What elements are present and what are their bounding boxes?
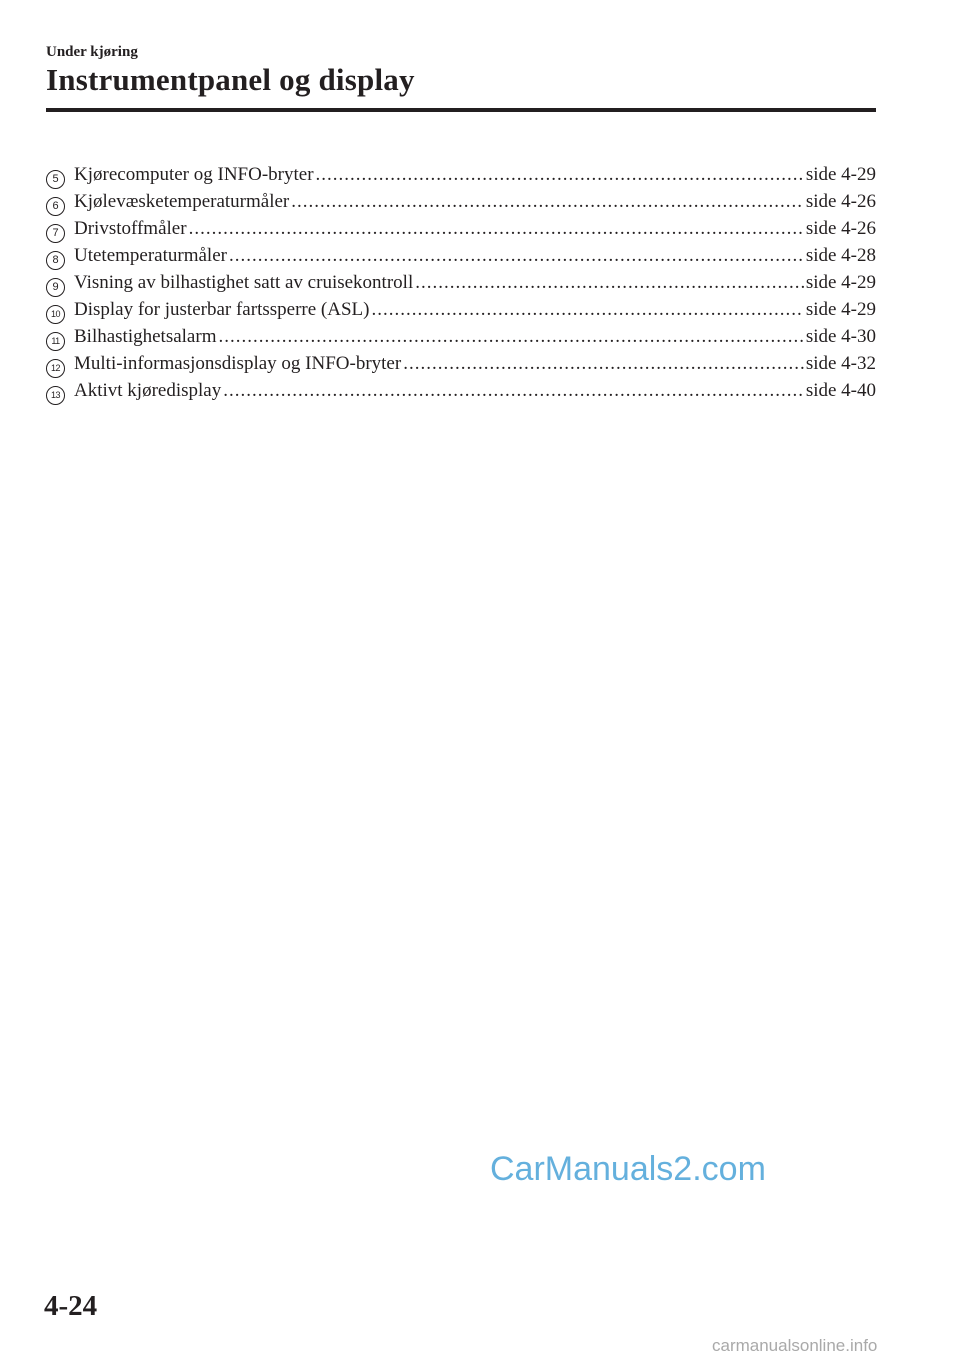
section-label: Under kjøring — [46, 44, 138, 60]
dot-leader — [403, 353, 804, 375]
dot-leader — [415, 272, 804, 294]
page-reference: side 4-32 — [805, 353, 876, 374]
item-label: Aktivt kjøredisplay — [74, 380, 222, 401]
dot-leader — [189, 218, 804, 240]
page-reference: side 4-30 — [805, 326, 876, 347]
footer-site-link[interactable]: carmanualsonline.info — [712, 1336, 878, 1355]
dot-leader — [316, 164, 804, 186]
page-title: Instrumentpanel og display — [46, 62, 415, 97]
page-reference: side 4-40 — [805, 380, 876, 401]
toc-item — [46, 299, 876, 326]
item-number-badge: 12 — [46, 359, 65, 378]
toc-item — [46, 218, 876, 245]
toc-item — [46, 326, 876, 353]
item-label: Bilhastighetsalarm — [74, 326, 217, 347]
page-reference: side 4-29 — [805, 164, 876, 185]
toc-item — [46, 245, 876, 272]
page-reference: side 4-26 — [805, 191, 876, 212]
item-number-badge: 5 — [46, 170, 65, 189]
page-reference: side 4-29 — [805, 299, 876, 320]
item-label: Kjølevæsketemperaturmåler — [74, 191, 290, 212]
page-reference: side 4-26 — [805, 218, 876, 239]
dot-leader — [229, 245, 804, 267]
item-number-badge: 7 — [46, 224, 65, 243]
item-number-badge: 10 — [46, 305, 65, 324]
item-number-badge: 6 — [46, 197, 65, 216]
item-label: Display for justerbar fartssperre (ASL) — [74, 299, 370, 320]
dot-leader — [371, 299, 803, 321]
title-rule — [46, 108, 876, 112]
item-label: Visning av bilhastighet satt av cruisekontroll — [74, 272, 414, 293]
toc-item — [46, 191, 876, 218]
page-reference: side 4-29 — [805, 272, 876, 293]
item-number-badge: 8 — [46, 251, 65, 270]
toc-item — [46, 272, 876, 299]
page-number: 4-24 — [44, 1290, 98, 1322]
item-label: Utetemperaturmåler — [74, 245, 227, 266]
dot-leader — [218, 326, 803, 348]
toc-item — [46, 353, 876, 380]
item-label: Multi-informasjonsdisplay og INFO-bryter — [74, 353, 402, 374]
toc-list — [46, 164, 876, 407]
dot-leader — [223, 380, 804, 402]
item-number-badge: 11 — [46, 332, 65, 351]
item-number-badge: 13 — [46, 386, 65, 405]
dot-leader — [291, 191, 804, 213]
item-label: Drivstoffmåler — [74, 218, 187, 239]
item-label: Kjørecomputer og INFO-bryter — [74, 164, 314, 185]
watermark-logo: CarManuals2.com — [490, 1150, 766, 1188]
toc-item — [46, 380, 876, 407]
page-reference: side 4-28 — [805, 245, 876, 266]
item-number-badge: 9 — [46, 278, 65, 297]
toc-item — [46, 164, 876, 191]
